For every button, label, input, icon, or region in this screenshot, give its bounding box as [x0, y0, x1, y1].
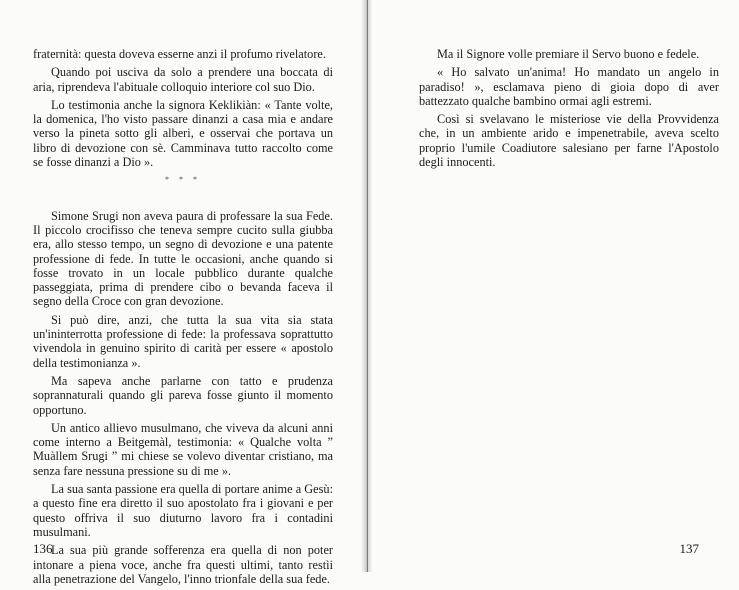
paragraph: Un antico allievo musulmano, che viveva da alcuni anni come interno a Beitgemàl, testimonia: « Qualche volta ” Muàllem Srugi ” mi chiese se volevo diventar cristiano, ma senza fare nessuna pressione su di me ». [33, 420, 333, 478]
right-page [371, 0, 739, 572]
paragraph: Quando poi usciva da solo a prendere una boccata di aria, riprendeva l'abituale colloquio interiore col suo Dio. [33, 65, 333, 94]
left-page [0, 0, 364, 586]
paragraph: Ma il Signore volle premiare il Servo buono e fedele. [437, 47, 700, 61]
page-number-right: 137 [679, 541, 699, 556]
paragraph: Lo testimonia anche la signora Keklikiàn: « Tante volte, la domenica, l'ho visto passare dinanzi a casa mia e andare verso la pineta sotto gli alberi, e osservai che portava un libro di devozione con sè. Camminava tutto raccolto come se fosse dinanzi a Dio ». [33, 97, 333, 170]
paragraph: La sua santa passione era quella di portare anime a Gesù: a questo fine era diretto il suo apostolato fra i giovani e per questo offriva il suo diuturno lavoro fra i contadini musulmani. [33, 482, 333, 539]
paragraph: Così si svelavano le misteriose vie della Provvidenza che, in un ambiente arido e impenetrabile, aveva scelto proprio l'umile Coadiutore salesiano per farne l'Apostolo degli innocenti. [419, 112, 719, 170]
paragraph: Ma sapeva anche parlarne con tatto e prudenza soprannaturali quando gli pareva fosse giunto il momento opportuno. [33, 373, 333, 417]
left-page-text [33, 47, 333, 590]
paragraph: Simone Srugi non aveva paura di professare la sua Fede. Il piccolo crocifisso che teneva sempre cucito sulla giubba era, allo stesso tempo, un segno di devozione e una patente professione di fede. In tutte le occasioni, anche quando si fosse trovato in un locale pubblico durante qualche passeggiata, prima di prendere cibo o bevanda faceva il segno della Croce con gran devozione. [33, 208, 333, 309]
paragraph: « Ho salvato un'anima! Ho mandato un angelo in paradiso! », esclamava pieno di gioia dopo di aver battezzato qualche bambino ormai agli estremi. [419, 65, 719, 108]
page-number-left: 136 [33, 541, 53, 556]
section-break: * * * [165, 175, 201, 185]
paragraph: Si può dire, anzi, che tutta la sua vita sia stata un'ininterrotta professione di fede: la professava soprattutto vivendola in genuino spirito di carità per essere « apostolo della testimonianza ». [33, 312, 333, 370]
gutter-fold-line [367, 0, 368, 572]
right-page-text [419, 47, 719, 173]
paragraph: La sua più grande sofferenza era quella di non poter intonare a piena voce, anche fra questi ultimi, tanto restìi alla penetrazione del Vangelo, l'inno trionfale della sua fede. [33, 543, 333, 586]
paragraph: fraternità: questa doveva esserne anzi il profumo rivelatore. [33, 47, 326, 61]
